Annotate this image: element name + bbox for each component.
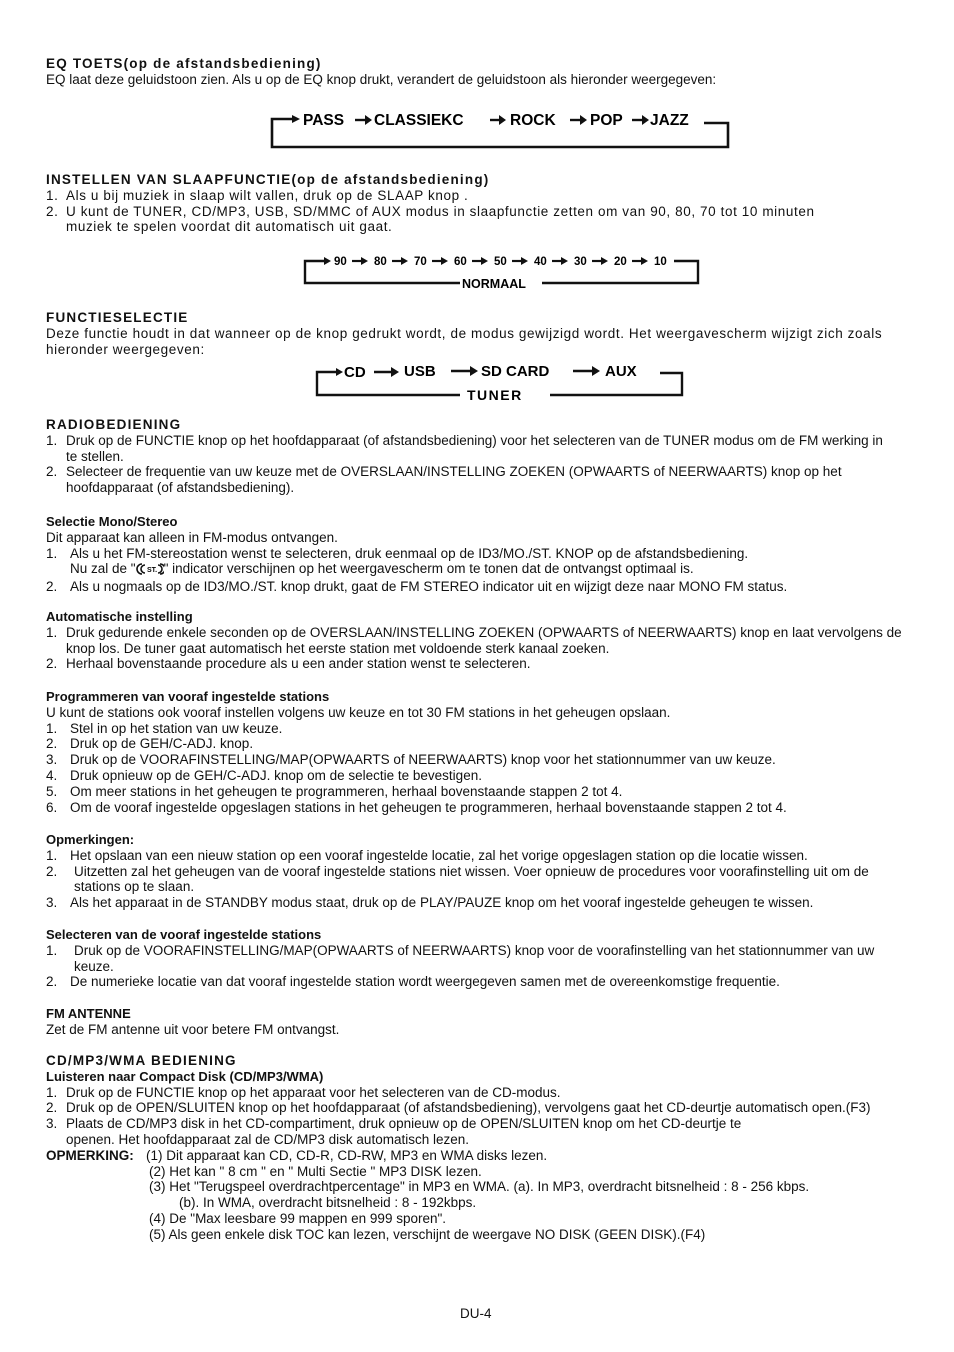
list-item: (4) De "Max leesbare 99 mappen en 999 sporen". — [149, 1210, 447, 1226]
cd-note-label: OPMERKING: — [46, 1147, 134, 1163]
list-item: 1. Als u het FM-stereostation wenst te selecteren, druk eenmaal op de ID3/MO./ST. KNOP op de afstandsbediening. Nu zal de " ST. " indicator verschijnen op het weergavescherm om te tonen dat de ontvangst optimaal is. — [46, 546, 906, 580]
list-item: 1. Als u bij muziek in slaap wilt vallen, druk op de SLAAP knop . — [46, 187, 469, 203]
cd-notes — [46, 1148, 906, 1243]
list-item: 1. Druk gedurende enkele seconden op de OVERSLAAN/INSTELLING ZOEKEN (OPWAARTS of NEERWAARTS) knop en laat vervolgens de knop los. De tuner gaat automatisch het eerste station met voldoende sterk kanaal zoeken. — [46, 624, 902, 656]
func-flow-0: CD — [344, 364, 366, 381]
list-item: 1. Het opslaan van een nieuw station op een vooraf ingestelde locatie, zal het vorige opgeslagen station op die locatie wissen. — [46, 847, 808, 863]
antenna-text: Zet de FM antenne uit voor betere FM ontvangst. — [46, 1021, 340, 1037]
antenna-title: FM ANTENNE — [46, 1006, 131, 1021]
func-text: Deze functie houdt in dat wanneer op de knop gedrukt wordt, de modus gewijzigd wordt. Het weergavescherm wijzigt zich zoals hieronder weergegeven: — [46, 325, 883, 357]
sleep-flow-2: 70 — [414, 256, 427, 268]
stereo-indicator-icon — [136, 563, 164, 579]
eq-text: EQ laat deze geluidstoon zien. Als u op de EQ knop drukt, verandert de geluidstoon als hieronder weergegeven: — [46, 71, 717, 87]
sleep-flow-1: 80 — [374, 256, 387, 268]
list-item: 3. Plaats de CD/MP3 disk in het CD-compartiment, druk opnieuw op de OPEN/SLUITEN knop om het CD-deurtje te openen. Het hoofdapparaat zal de CD/MP3 disk automatisch lezen. — [46, 1116, 742, 1147]
sleep-flow-4: 50 — [494, 256, 507, 268]
list-item: 4. Druk opnieuw op de GEH/C-ADJ. knop om de selectie te bevestigen. — [46, 767, 482, 783]
list-item: 1. Druk op de FUNCTIE knop op het apparaat voor het selecteren van de CD-modus. — [46, 1084, 561, 1100]
sleep-flow-0: 90 — [334, 256, 347, 268]
prog-section — [46, 689, 906, 815]
list-item: 2. Als u nogmaals op de ID3/MO./ST. knop drukt, gaat de FM STEREO indicator uit en wijzigt deze naar MONO FM status. — [46, 579, 788, 595]
list-item: 2. Druk op de OPEN/SLUITEN knop op het hoofdapparaat (of afstandsbediening), vervolgens gaat het CD-deurtje automatisch open.(F3) — [46, 1100, 871, 1116]
cd-section — [46, 1053, 906, 1243]
func-flow-3: AUX — [605, 363, 637, 380]
mono-section — [46, 514, 906, 595]
auto-title: Automatische instelling — [46, 609, 193, 624]
sleep-flow-return: NORMAAL — [462, 277, 526, 291]
remarks-section — [46, 832, 906, 911]
antenna-section — [46, 1006, 906, 1038]
sleep-flow-8: 10 — [654, 256, 667, 268]
list-item: 1. Stel in op het station van uw keuze. — [46, 720, 283, 736]
cd-title: CD/MP3/WMA BEDIENING — [46, 1053, 237, 1068]
list-item: (2) Het kan " 8 cm " en " Multi Sectie " MP3 DISK lezen. — [149, 1163, 482, 1179]
cd-subtitle: Luisteren naar Compact Disk (CD/MP3/WMA) — [46, 1068, 324, 1084]
eq-flow-3: POP — [590, 112, 623, 129]
func-title: FUNCTIESELECTIE — [46, 310, 189, 325]
radio-section — [46, 417, 906, 496]
func-flow-1: USB — [404, 363, 436, 380]
eq-flow-diagram — [270, 108, 732, 152]
func-flow-2: SD CARD — [481, 363, 550, 380]
mono-intro: Dit apparaat kan alleen in FM-modus ontvangen. — [46, 529, 338, 545]
eq-flow-1: CLASSIEKC — [374, 112, 464, 129]
sleep-flow-5: 40 — [534, 256, 547, 268]
list-item: 5. Om meer stations in het geheugen te programmeren, herhaal bovenstaande stappen 2 tot 4. — [46, 783, 623, 799]
sleep-flow-6: 30 — [574, 256, 587, 268]
mono-title: Selectie Mono/Stereo — [46, 514, 178, 529]
list-item: 2. Selecteer de frequentie van uw keuze met de OVERSLAAN/INSTELLING ZOEKEN (OPWAARTS of NEERWAARTS) knop op het hoofdapparaat (of afstandsbediening). — [46, 464, 842, 496]
list-item: 3. Als het apparaat in de STANDBY modus staat, druk op de PLAY/PAUZE knop om het vooraf ingestelde geheugen te wissen. — [46, 895, 814, 911]
eq-flow-4: JAZZ — [650, 112, 689, 129]
eq-flow-2: ROCK — [510, 112, 556, 129]
page-number: DU-4 — [460, 1306, 492, 1321]
func-section — [46, 310, 906, 357]
prog-intro: U kunt de stations ook vooraf instellen volgens uw keuze en tot 30 FM stations in het geheugen opslaan. — [46, 704, 671, 720]
list-item: 2. U kunt de TUNER, CD/MP3, USB, SD/MMC of AUX modus in slaapfunctie zetten om van 90, 80, 70 tot 10 minuten muziek te spelen voordat dit automatisch uit gaat. — [46, 203, 815, 235]
list-item: 2. Herhaal bovenstaande procedure als u een ander station wenst te selecteren. — [46, 656, 531, 672]
func-flow-diagram — [314, 360, 686, 402]
auto-section — [46, 609, 906, 672]
sleep-title: INSTELLEN VAN SLAAPFUNCTIE(op de afstandsbediening) — [46, 172, 490, 187]
eq-title: EQ TOETS(op de afstandsbediening) — [46, 56, 322, 71]
list-item: 6. Om de vooraf ingestelde opgeslagen stations in het geheugen te programmeren, herhaal bovenstaande stappen 2 tot 4. — [46, 799, 787, 815]
list-item: (b). In WMA, overdracht bitsnelheid : 8 - 192kbps. — [179, 1195, 477, 1211]
radio-title: RADIOBEDIENING — [46, 417, 182, 432]
select-preset-section — [46, 927, 906, 990]
list-item: 2. Uitzetten zal het geheugen van de vooraf ingestelde stations niet wissen. Voer opnieuw de procedures voor voorafinstelling uit om de stations op te slaan. — [46, 863, 869, 895]
list-item: (5) Als geen enkele disk TOC kan lezen, verschijnt de weergave NO DISK (GEEN DISK).(F4) — [149, 1226, 706, 1242]
list-item: 2. Druk op de GEH/C-ADJ. knop. — [46, 736, 254, 752]
remarks-title: Opmerkingen: — [46, 832, 135, 847]
eq-flow-0: PASS — [303, 112, 345, 129]
list-item: (1) Dit apparaat kan CD, CD-R, CD-RW, MP3 en WMA disks lezen. — [146, 1147, 548, 1163]
sleep-flow-7: 20 — [614, 256, 627, 268]
list-item: (3) Het "Terugspeel overdrachtpercentage" in MP3 en WMA. (a). In MP3, overdracht bitsnelheid : 8 - 256 kbps. — [149, 1179, 810, 1195]
prog-title: Programmeren van vooraf ingestelde stations — [46, 689, 330, 704]
list-item: 1. Druk op de VOORAFINSTELLING/MAP(OPWAARTS of NEERWAARTS) knop voor de voorafinstelling van het stationnummer van uw keuze. — [46, 942, 875, 974]
eq-section — [46, 56, 906, 88]
sleep-flow-3: 60 — [454, 256, 467, 268]
list-item: 2. De numerieke locatie van dat vooraf ingestelde station wordt weergegeven samen met de overeenkomstige frequentie. — [46, 974, 780, 990]
svg-text:ST.: ST. — [146, 567, 157, 575]
func-flow-return: TUNER — [467, 387, 523, 402]
list-item: 1. Druk op de FUNCTIE knop op het hoofdapparaat (of afstandsbediening) voor het selecteren van de TUNER modus om de FM werking in te stellen. — [46, 432, 883, 464]
sleep-section — [46, 172, 906, 235]
sleep-flow-diagram — [302, 252, 702, 292]
select-preset-title: Selecteren van de vooraf ingestelde stations — [46, 927, 322, 942]
list-item: 3. Druk op de VOORAFINSTELLING/MAP(OPWAARTS of NEERWAARTS) knop voor het stationnummer van uw keuze. — [46, 752, 776, 768]
